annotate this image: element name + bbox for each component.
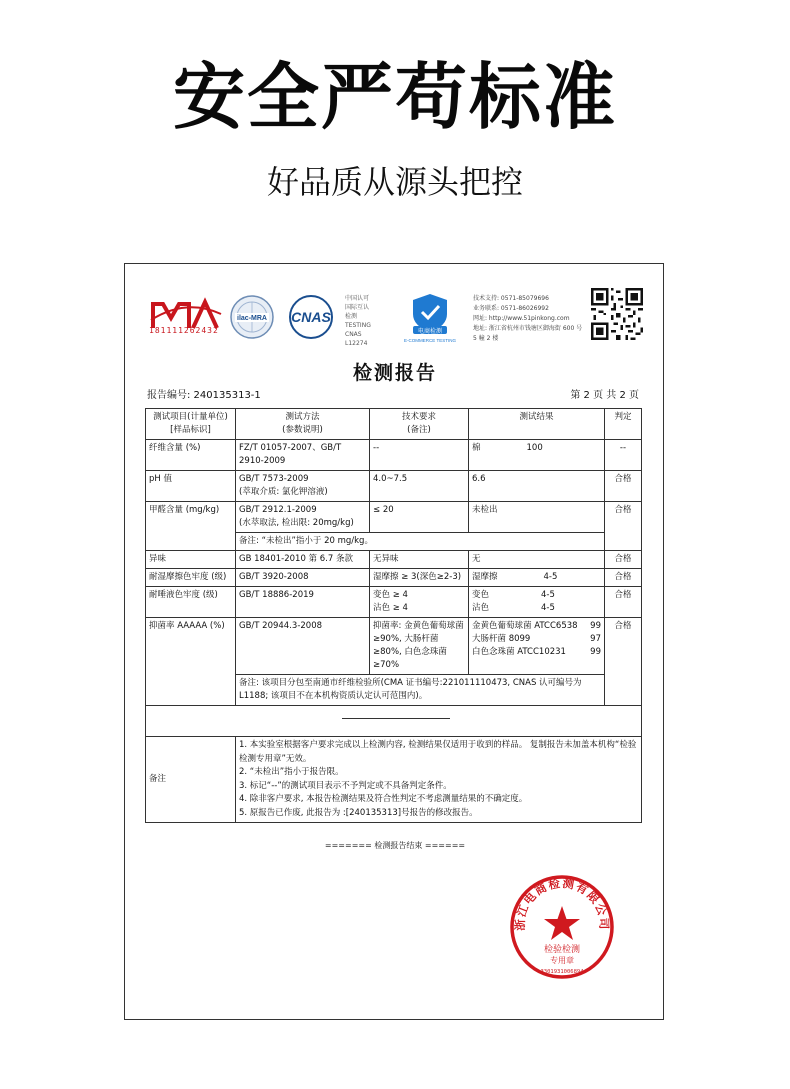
contact-line: 5 幢 2 楼 xyxy=(473,335,499,342)
remark-item: 5. 原报告已作废, 此报告为 :[240135313]号报告的修改报告。 xyxy=(239,807,478,818)
contact-line: 业务联系: 0571-86026992 xyxy=(473,305,549,312)
cnas-label: CNAS xyxy=(291,309,331,325)
header-item: 测试项目(计量单位) [样品标识] xyxy=(146,409,236,440)
header-method: 测试方法 (参数说明) xyxy=(236,409,370,440)
row-item: 抑菌率 AAAAA (%) xyxy=(146,618,236,706)
row-verdict: 合格 xyxy=(605,471,642,502)
page-number: 第 2 页 共 2 页 xyxy=(570,390,639,401)
table-header-row xyxy=(146,409,642,440)
table-row xyxy=(146,440,642,471)
row-item: 异味 xyxy=(146,551,236,569)
row-item: 耐湿摩擦色牢度 (级) xyxy=(146,569,236,587)
ecommerce-testing-logo-icon xyxy=(395,290,465,346)
row-requirement: 变色 ≥ 4 沾色 ≥ 4 xyxy=(370,587,469,618)
row-result: 变色 4-5 沾色 4-5 xyxy=(469,587,605,618)
row-verdict: 合格 xyxy=(605,618,642,706)
ilac-label: ilac-MRA xyxy=(237,315,267,322)
row-result: 金黄色葡萄球菌 ATCC6538 99 大肠杆菌 8099 97 白色念珠菌 ATCC10231 99 xyxy=(469,618,605,675)
row-requirement: 4.0~7.5 xyxy=(370,471,469,502)
contact-line: 技术支持: 0571-85079696 xyxy=(473,295,549,302)
row-item: pH 值 xyxy=(146,471,236,502)
remarks-label: 备注 xyxy=(146,737,236,823)
cnas-side-line: TESTING xyxy=(345,322,371,329)
row-item: 甲醛含量 (mg/kg) xyxy=(146,502,236,551)
table-row xyxy=(146,569,642,587)
row-method: GB 18401-2010 第 6.7 条款 xyxy=(236,551,370,569)
table-row xyxy=(146,502,642,533)
ec-name: 电商检测 xyxy=(417,328,443,335)
contact-line: 网址: http://www.51pinkong.com xyxy=(473,315,570,322)
row-item: 纤维含量 (%) xyxy=(146,440,236,471)
results-table xyxy=(145,408,642,823)
table-row xyxy=(146,618,642,675)
row-verdict: -- xyxy=(605,440,642,471)
remarks-list xyxy=(236,737,642,823)
official-seal-icon xyxy=(507,872,617,982)
contact-info xyxy=(473,294,593,344)
row-verdict: 合格 xyxy=(605,502,642,551)
cnas-logo-icon xyxy=(281,294,341,340)
table-row xyxy=(146,587,642,618)
header-verdict: 判定 xyxy=(605,409,642,440)
row-result: 无 xyxy=(469,551,605,569)
table-row xyxy=(146,551,642,569)
row-requirement: 抑菌率: 金黄色葡萄球菌≥90%, 大肠杆菌≥80%, 白色念珠菌≥70% xyxy=(370,618,469,675)
header-result: 测试结果 xyxy=(469,409,605,440)
row-method: GB/T 18886-2019 xyxy=(236,587,370,618)
cnas-side-line: 国际互认 xyxy=(345,304,370,311)
row-verdict: 合格 xyxy=(605,587,642,618)
seal-company: 浙江电商检测有限公司 xyxy=(512,875,612,931)
test-report-document xyxy=(124,263,664,1020)
row-method: GB/T 7573-2009 (萃取介质: 氯化钾溶液) xyxy=(236,471,370,502)
row-method: GB/T 2912.1-2009 (水萃取法, 检出限: 20mg/kg) xyxy=(236,502,370,533)
row-result: 未检出 xyxy=(469,502,605,533)
page-title: 安全严苟标准 xyxy=(172,55,617,139)
row-item: 耐唾液色牢度 (级) xyxy=(146,587,236,618)
qr-code-icon xyxy=(591,288,643,340)
cnas-side-line: CNAS L12274 xyxy=(345,331,368,347)
row-requirement: ≤ 20 xyxy=(370,502,469,533)
remark-item: 4. 除非客户要求, 本报告检测结果及符合性判定不考虑测量结果的不确定度。 xyxy=(239,794,528,804)
row-result: 6.6 xyxy=(469,471,605,502)
row-method: GB/T 3920-2008 xyxy=(236,569,370,587)
row-result: 湿摩擦 4-5 xyxy=(469,569,605,587)
row-requirement: 湿摩擦 ≥ 3(深色≥2-3) xyxy=(370,569,469,587)
cnas-side-line: 检测 xyxy=(345,313,358,320)
header-requirement: 技术要求 (备注) xyxy=(370,409,469,440)
report-title: 检测报告 xyxy=(352,362,437,384)
spacer-cell xyxy=(146,706,642,737)
row-verdict: 合格 xyxy=(605,551,642,569)
remark-item: 2. “未检出”指小于报告限。 xyxy=(239,767,344,777)
ilac-mra-logo-icon xyxy=(229,294,275,340)
page-subtitle: 好品质从源头把控 xyxy=(266,163,523,201)
seal-number: 3301931006894 xyxy=(540,969,584,975)
report-number: 报告编号: 240135313-1 xyxy=(147,390,261,401)
remark-item: 1. 本实验室根据客户要求完成以上检测内容, 检测结果仅适用于收到的样品。 复制报告未加盖本机构“检验检测专用章”无效。 xyxy=(239,740,637,764)
divider xyxy=(342,718,450,719)
report-end-marker: ======= 检测报告结束 ====== xyxy=(324,841,466,850)
row-method: FZ/T 01057-2007、GB/T 2910-2009 xyxy=(236,440,370,471)
table-row xyxy=(146,471,642,502)
cma-number: 181111262432 xyxy=(149,326,219,335)
seal-mid: 检验检测 xyxy=(543,945,581,955)
row-result: 棉 100 xyxy=(469,440,605,471)
certification-logos xyxy=(147,288,643,350)
cnas-side-line: 中国认可 xyxy=(345,295,370,302)
row-note: 备注: “未检出”指小于 20 mg/kg。 xyxy=(236,533,605,551)
remarks-row xyxy=(146,737,642,823)
contact-line: 地址: 浙江省杭州市钱塘区御海街 600 号 xyxy=(473,325,583,332)
ec-sub: E-COMMERCE TESTING xyxy=(404,338,456,343)
seal-low: 专用章 xyxy=(550,956,574,965)
row-requirement: 无异味 xyxy=(370,551,469,569)
row-note: 备注: 该项目分包至南通市纤维检验所(CMA 证书编号:221011110473, CNAS 认可编号为 L1188; 该项目不在本机构资质认定认可范围内)。 xyxy=(236,675,605,706)
row-requirement: -- xyxy=(370,440,469,471)
cnas-side-text xyxy=(345,294,385,348)
row-verdict: 合格 xyxy=(605,569,642,587)
row-method: GB/T 20944.3-2008 xyxy=(236,618,370,675)
remark-item: 3. 标记“--”的测试项目表示不予判定或不具备判定条件。 xyxy=(239,780,452,791)
table-spacer-row xyxy=(146,706,642,737)
